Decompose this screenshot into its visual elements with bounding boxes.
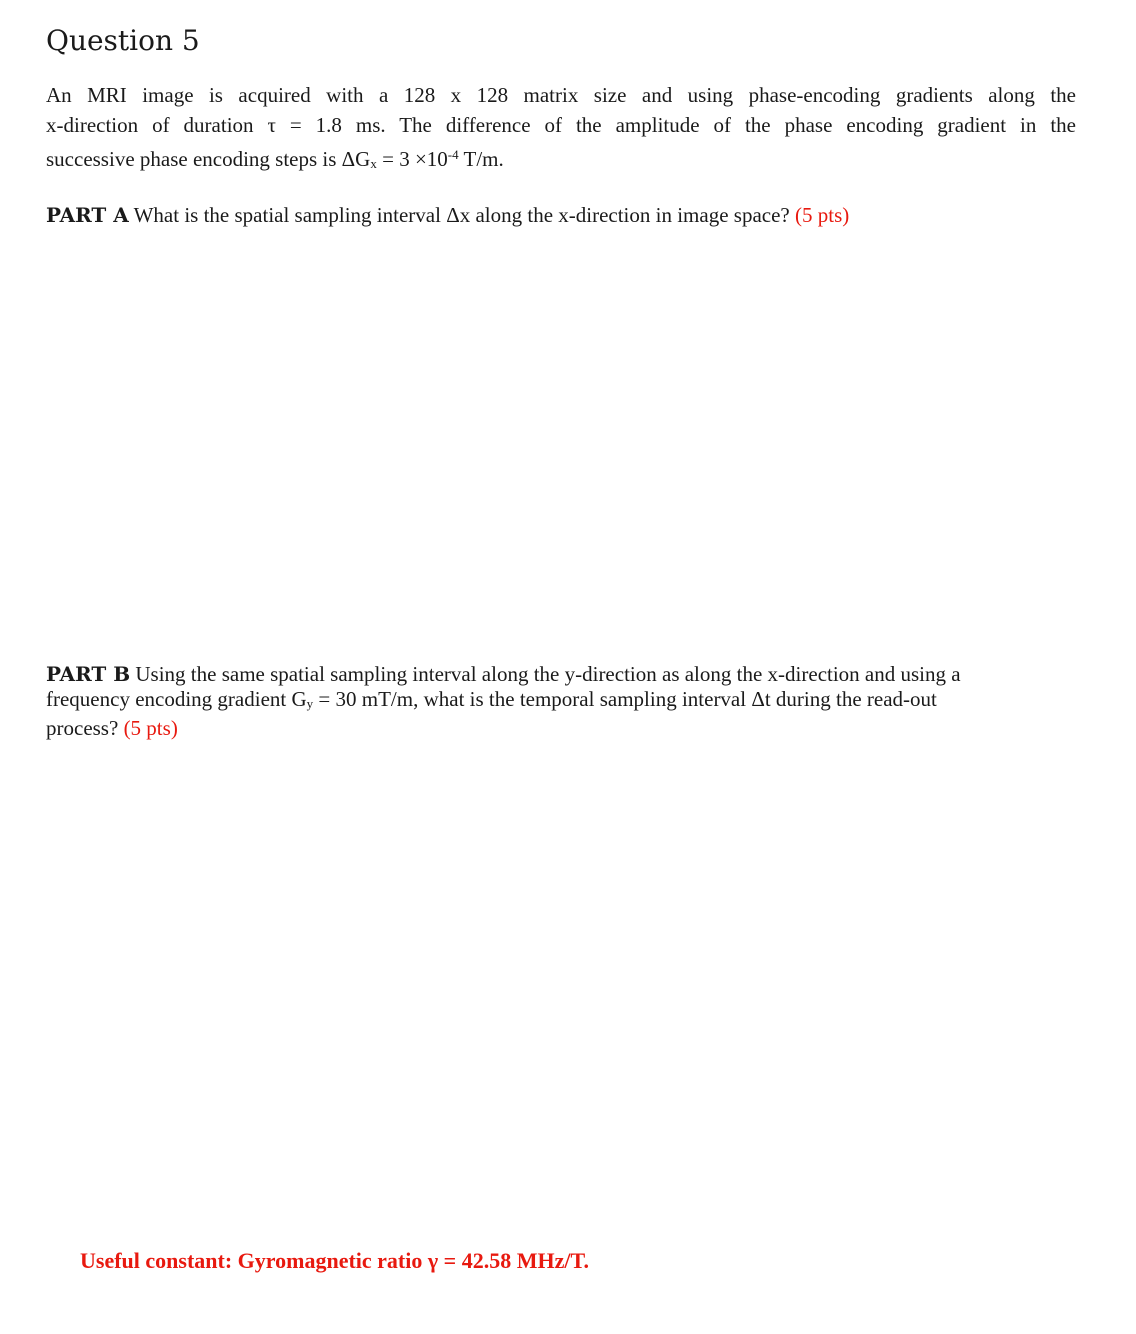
intro-line-3 — [46, 140, 1076, 179]
question-intro — [46, 80, 1076, 179]
intro-line-1: An MRI image is acquired with a 128 x 128 matrix size and using phase-encoding gradients along the — [46, 83, 1076, 107]
intro-line-3-prefix: successive phase encoding steps is ΔG — [46, 147, 371, 171]
part-b-line-2 — [46, 687, 1096, 716]
part-b-line-1 — [46, 662, 1096, 687]
question-title: Question 5 — [46, 24, 200, 57]
part-b-line-3 — [46, 716, 1096, 741]
intro-line-3-suffix: T/m. — [458, 147, 504, 171]
exponent-superscript: -4 — [447, 147, 459, 162]
intro-line-2: x-direction of duration τ = 1.8 ms. The difference of the amplitude of the phase encoding gradient in the — [46, 113, 1076, 137]
part-b-line-2-suffix: = 30 mT/m, what is the temporal sampling interval Δt during the read-out — [313, 687, 937, 711]
part-b-line-2-prefix: frequency encoding gradient G — [46, 687, 307, 711]
gx-subscript: x — [370, 156, 377, 171]
part-a — [46, 200, 849, 230]
useful-constant: Useful constant: Gyromagnetic ratio γ = 42.58 MHz/T. — [80, 1248, 589, 1273]
part-a-label: PART A — [46, 203, 129, 227]
part-a-points: (5 pts) — [795, 203, 850, 227]
gy-subscript: y — [306, 696, 314, 711]
part-a-text: What is the spatial sampling interval Δx along the x-direction in image space? — [128, 203, 795, 227]
part-b-label: PART B — [46, 662, 131, 686]
part-b-line-1-text: Using the same spatial sampling interval along the y-direction as along the x-direction and using a — [130, 662, 961, 686]
part-b-line-3-text: process? — [46, 716, 124, 740]
part-b-points: (5 pts) — [123, 716, 178, 740]
intro-line-3-mid: = 3 ×10 — [376, 147, 448, 171]
part-b — [46, 662, 1096, 741]
